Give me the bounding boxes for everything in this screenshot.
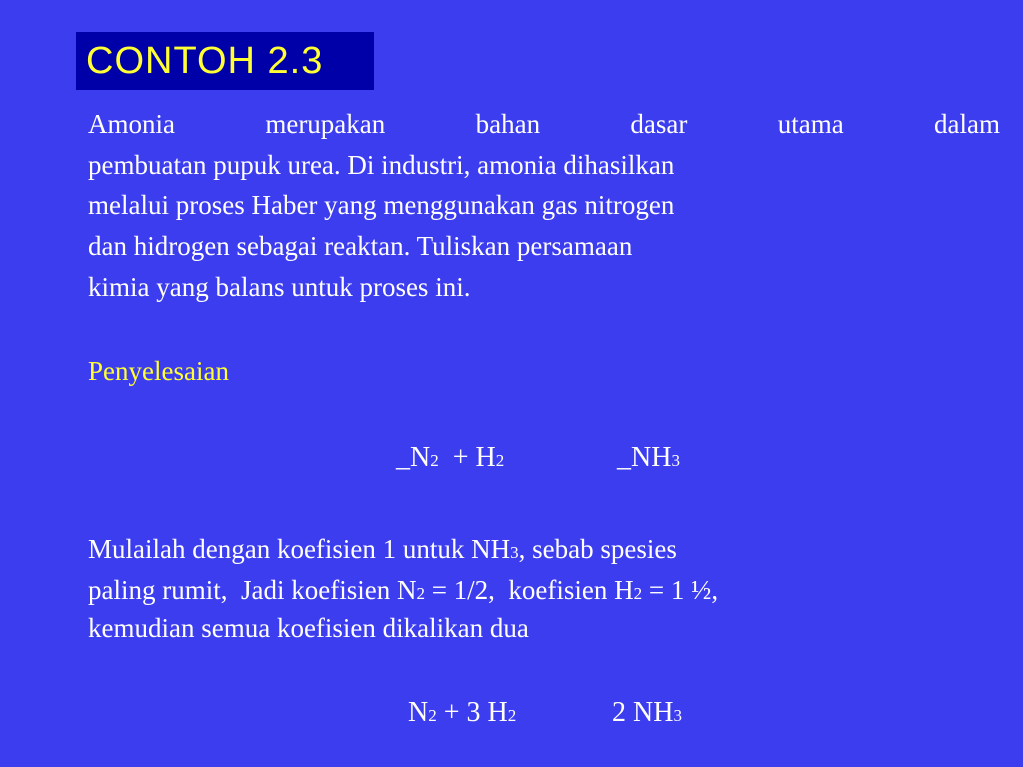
text: , sebab spesies bbox=[518, 534, 677, 564]
product-text: 2 NH bbox=[612, 697, 674, 728]
subscript: 2 bbox=[495, 451, 505, 470]
subscript: 3 bbox=[510, 543, 519, 562]
problem-line-3: melalui proses Haber yang menggunakan gas nitrogen bbox=[88, 190, 675, 220]
subscript: 3 bbox=[671, 451, 680, 470]
text: = 1/2, koefisien H bbox=[424, 575, 634, 605]
text: = 1 ½, bbox=[642, 575, 719, 605]
word: bahan bbox=[475, 109, 541, 139]
equation-balanced bbox=[408, 697, 516, 732]
subscript: 3 bbox=[673, 706, 682, 725]
subscript: 2 bbox=[507, 706, 517, 725]
slide-title: CONTOH 2.3 bbox=[86, 40, 324, 82]
text: Mulailah dengan koefisien 1 untuk NH bbox=[88, 534, 511, 564]
product-2nh3 bbox=[612, 697, 682, 732]
problem-line-1 bbox=[88, 108, 1000, 140]
product-nh3 bbox=[617, 442, 680, 477]
word: merupakan bbox=[265, 109, 386, 139]
word: utama bbox=[777, 109, 844, 139]
explanation-line-3: kemudian semua koefisien dikalikan dua bbox=[88, 613, 529, 643]
solution-heading: Penyelesaian bbox=[88, 356, 229, 386]
reactant-h2: + H bbox=[438, 442, 496, 473]
subscript: 2 bbox=[633, 584, 643, 603]
explanation-line-1 bbox=[88, 533, 677, 569]
problem-line-4: dan hidrogen sebagai reaktan. Tuliskan persamaan bbox=[88, 231, 633, 261]
problem-line-2: pembuatan pupuk urea. Di industri, amonia dihasilkan bbox=[88, 150, 675, 180]
subscript: 2 bbox=[428, 706, 437, 725]
equation-unbalanced bbox=[396, 442, 504, 477]
reactant-n2: _N bbox=[396, 442, 431, 473]
explanation-line-2 bbox=[88, 574, 718, 610]
reactant-h2: + 3 H bbox=[436, 697, 508, 728]
reactant-n2: N bbox=[408, 697, 429, 728]
word: dasar bbox=[630, 109, 688, 139]
word: Amonia bbox=[88, 109, 175, 139]
subscript: 2 bbox=[416, 584, 425, 603]
product-text: _NH bbox=[617, 442, 672, 473]
problem-line-5: kimia yang balans untuk proses ini. bbox=[88, 272, 471, 302]
text: paling rumit, Jadi koefisien N bbox=[88, 575, 417, 605]
subscript: 2 bbox=[430, 451, 439, 470]
word: dalam bbox=[934, 109, 1000, 139]
title-box bbox=[76, 32, 374, 90]
